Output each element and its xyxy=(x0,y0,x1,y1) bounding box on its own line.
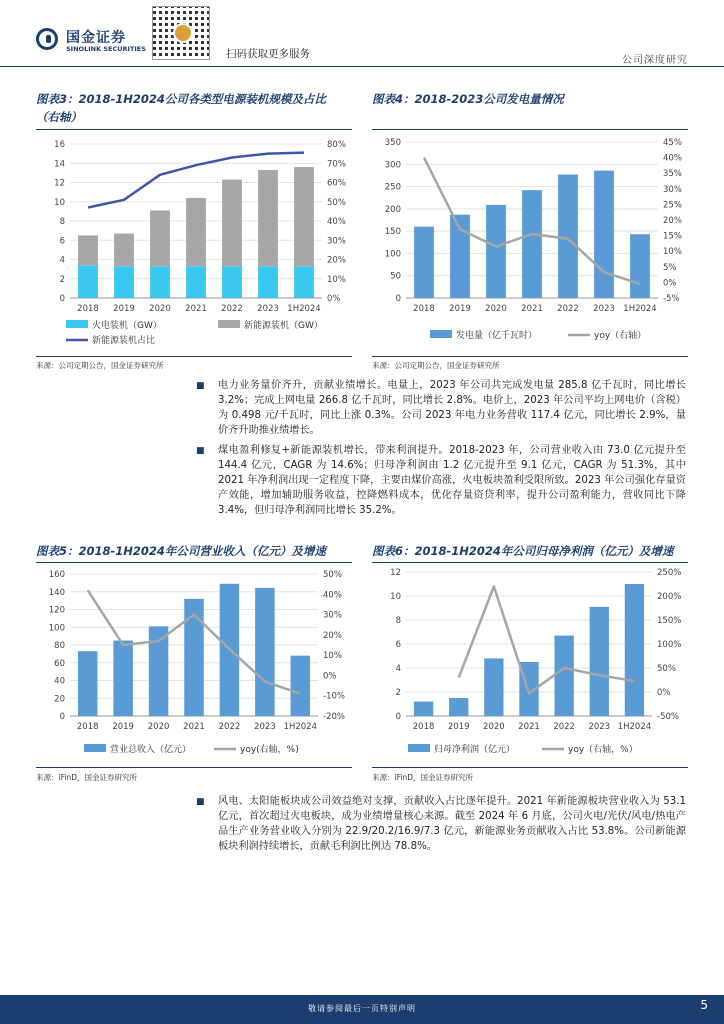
bar xyxy=(258,170,278,266)
y-left-tick-label: 160 xyxy=(48,570,65,580)
y-right-tick-label: 35% xyxy=(663,169,682,180)
logo-cn: 国金证券 xyxy=(66,30,126,46)
x-tick-label: 2018 xyxy=(413,304,435,314)
bullet-2: 煤电盈利修复+新能源装机增长，带来利润提升。2018-2023 年，公司营业收入由 73.0 亿元提升至 144.4 亿元，CAGR 为 14.6%；归母净利润由 1.2 亿元提升至 9.1 亿元，CAGR 为 51.3%，其中 2021 年净利润出现一定程度下降，主要由煤价高涨，火电板块盈利受限所致。2023 年公司强化存量资产效能，增加辅助服务收益，控降燃料成本，优化存量资贷利率，提升公司盈利能力，营收同比下降 3.4%，但归母净利润同比增长 35.2%。 xyxy=(218,445,686,516)
legend-swatch xyxy=(218,320,240,328)
bar xyxy=(554,636,573,716)
legend-swatch xyxy=(408,744,430,752)
y-right-tick-label: 80% xyxy=(327,140,346,150)
x-tick-label: 2023 xyxy=(257,304,279,314)
y-left-tick-label: 100 xyxy=(384,249,401,260)
y-left-tick-label: 300 xyxy=(384,160,401,171)
bar xyxy=(594,171,614,298)
y-left-tick-label: 40 xyxy=(54,676,65,687)
y-left-tick-label: 120 xyxy=(48,605,65,616)
scan-text: 扫码获取更多服务 xyxy=(226,48,310,60)
y-right-tick-label: 0% xyxy=(663,278,677,289)
bar xyxy=(294,266,314,298)
header-rule xyxy=(0,66,724,67)
sinolink-logo-icon xyxy=(36,28,58,50)
bar xyxy=(222,180,242,267)
y-right-tick-label: 10% xyxy=(323,651,342,662)
x-tick-label: 2022 xyxy=(218,722,241,732)
bar xyxy=(294,167,314,266)
legend-label: yoy（右轴） xyxy=(594,331,647,341)
legend-label: 火电装机（GW） xyxy=(92,321,162,331)
x-tick-label: 2020 xyxy=(149,304,171,314)
x-tick-label: 2023 xyxy=(254,722,276,732)
bar xyxy=(150,266,170,298)
y-right-tick-label: 45% xyxy=(663,138,682,148)
y-right-tick-label: 40% xyxy=(323,590,342,601)
y-left-tick-label: 20 xyxy=(54,694,65,705)
x-tick-label: 1H2024 xyxy=(617,722,652,732)
y-right-tick-label: 25% xyxy=(663,200,682,211)
bar xyxy=(150,210,170,266)
y-left-tick-label: 12 xyxy=(54,178,65,189)
y-right-tick-label: 20% xyxy=(323,630,342,641)
fig6-bottom-rule xyxy=(372,767,688,768)
x-tick-label: 2018 xyxy=(76,722,99,732)
source-b: 来源：公司定期公告，国金证券研究所 xyxy=(372,361,500,370)
bar xyxy=(78,265,98,298)
legend-label: 归母净利润（亿元） xyxy=(434,745,516,755)
bar xyxy=(186,198,206,266)
legend-label: 营业总收入（亿元） xyxy=(110,745,192,755)
bar xyxy=(630,234,650,298)
legend-label: 新能源装机（GW） xyxy=(244,321,323,331)
fig4-rule xyxy=(372,129,688,130)
x-tick-label: 2019 xyxy=(447,722,470,732)
bar xyxy=(484,658,503,716)
x-tick-label: 2022 xyxy=(557,304,579,314)
x-tick-label: 1H2024 xyxy=(283,722,318,732)
x-tick-label: 1H2024 xyxy=(623,304,657,314)
bar xyxy=(113,641,132,716)
source-d: 来源：iFinD，国金证券研究所 xyxy=(372,773,473,782)
x-tick-label: 2022 xyxy=(553,722,575,732)
y-left-tick-label: 100 xyxy=(48,623,65,634)
x-tick-label: 1H2024 xyxy=(287,304,321,314)
bar xyxy=(255,588,274,716)
x-tick-label: 2023 xyxy=(593,304,615,314)
y-left-tick-label: 6 xyxy=(395,640,401,650)
fig5-bottom-rule xyxy=(36,767,352,768)
source-c: 来源：iFinD，国金证券研究所 xyxy=(36,773,137,782)
legend-label: 发电量（亿千瓦时） xyxy=(456,331,538,341)
page-number: 5 xyxy=(700,998,708,1012)
y-left-tick-label: 140 xyxy=(48,587,65,598)
y-left-tick-label: 4 xyxy=(59,255,65,266)
source-a: 来源：公司定期公告，国金证券研究所 xyxy=(36,361,164,370)
bar xyxy=(114,266,134,298)
y-left-tick-label: 0 xyxy=(395,712,401,722)
y-right-tick-label: 30% xyxy=(327,236,346,247)
y-left-tick-label: 250 xyxy=(384,182,401,193)
fig3-title: 图表3：2018-1H2024公司各类型电源装机规模及占比（右轴） xyxy=(36,92,326,124)
bullet-1: 电力业务量价齐升，贡献业绩增长。电量上，2023 年公司共完成发电量 285.8 亿千瓦时，同比增长 3.2%；完成上网电量 266.8 亿千瓦时，同比增长 2.8%。电价上，2023 年公司平均上网电价（含税）为 0.498 元/千瓦时，同比上涨 0.3%。公司 2023 年电力业务营收 117.4 亿元，同比增长 2.9%，量价齐升助推业绩增长。 xyxy=(218,380,686,436)
y-right-tick-label: 50% xyxy=(323,570,342,580)
x-tick-label: 2020 xyxy=(485,304,507,314)
fig5-title: 图表5：2018-1H2024年公司营业收入（亿元）及增速 xyxy=(36,544,326,558)
chart-fig3 xyxy=(36,132,352,352)
bar xyxy=(625,584,644,716)
y-right-tick-label: 40% xyxy=(327,217,346,227)
y-left-tick-label: 0 xyxy=(59,712,65,722)
y-left-tick-label: 16 xyxy=(54,140,65,150)
y-right-tick-label: 40% xyxy=(663,153,682,164)
legend-swatch xyxy=(66,320,88,328)
y-left-tick-label: 12 xyxy=(390,568,401,578)
y-right-tick-label: 0% xyxy=(657,688,671,698)
y-right-tick-label: 10% xyxy=(327,274,346,285)
x-tick-label: 2018 xyxy=(77,304,99,314)
fig4-bottom-rule xyxy=(372,356,688,357)
bar xyxy=(558,175,578,298)
bullet-square-icon: ■ xyxy=(196,446,205,456)
x-tick-label: 2019 xyxy=(112,722,134,732)
qr-center-logo-icon xyxy=(173,23,193,43)
y-left-tick-label: 2 xyxy=(59,274,65,285)
y-left-tick-label: 0 xyxy=(59,294,65,304)
footer-note: 敬请参阅最后一页特别声明 xyxy=(308,1004,416,1013)
y-left-tick-label: 10 xyxy=(54,197,65,208)
y-right-tick-label: -50% xyxy=(657,712,679,722)
y-right-tick-label: 10% xyxy=(663,247,682,258)
fig3-rule xyxy=(36,129,352,130)
bar xyxy=(522,190,542,298)
y-right-tick-label: 100% xyxy=(657,640,682,650)
y-right-tick-label: 70% xyxy=(327,159,346,170)
legend-swatch xyxy=(84,744,106,752)
y-left-tick-label: 80 xyxy=(54,641,65,651)
x-tick-label: 2020 xyxy=(483,722,505,732)
y-right-tick-label: 5% xyxy=(663,262,677,273)
y-left-tick-label: 8 xyxy=(59,217,65,227)
x-tick-label: 2022 xyxy=(221,304,243,314)
x-tick-label: 2021 xyxy=(521,304,543,314)
legend-label: 新能源装机占比 xyxy=(92,336,156,346)
bar xyxy=(114,234,134,267)
bullet-square-icon: ■ xyxy=(196,797,205,807)
y-right-tick-label: -10% xyxy=(323,691,345,702)
y-right-tick-label: 250% xyxy=(657,568,682,578)
y-right-tick-label: 0% xyxy=(327,294,341,304)
bar xyxy=(486,205,506,298)
y-right-tick-label: 30% xyxy=(323,610,342,621)
y-left-tick-label: 200 xyxy=(384,204,401,215)
y-right-tick-label: -5% xyxy=(663,294,680,304)
bar xyxy=(414,702,433,716)
x-tick-label: 2021 xyxy=(518,722,540,732)
bar xyxy=(186,266,206,298)
y-left-tick-label: 8 xyxy=(395,616,401,626)
fig6-title: 图表6：2018-1H2024年公司归母净利润（亿元）及增速 xyxy=(372,544,674,558)
x-tick-label: 2020 xyxy=(147,722,170,732)
y-right-tick-label: 60% xyxy=(327,178,346,189)
y-right-tick-label: 30% xyxy=(663,184,682,195)
bar xyxy=(449,698,468,716)
fig5-rule xyxy=(36,562,352,563)
x-tick-label: 2018 xyxy=(412,722,435,732)
y-left-tick-label: 350 xyxy=(384,138,401,148)
x-tick-label: 2019 xyxy=(113,304,135,314)
bar xyxy=(291,656,310,716)
chart-fig4 xyxy=(372,132,688,352)
x-tick-label: 2023 xyxy=(588,722,611,732)
bar xyxy=(78,651,97,716)
y-left-tick-label: 0 xyxy=(395,294,401,304)
chart-fig5 xyxy=(36,564,352,764)
doc-type: 公司深度研究 xyxy=(622,55,688,66)
y-left-tick-label: 14 xyxy=(54,159,65,170)
bar xyxy=(78,235,98,265)
bullet-3: 风电、太阳能板块成公司效益绝对支撑，贡献收入占比逐年提升。2021 年新能源板块营业收入为 53.1 亿元，首次超过火电板块，成为业绩增量核心来源。截至 2024 年 6 月底，公司火电/光伏/风电/热电产品生产业务营业收入分别为 22.9/20.2/16.9/7.3 亿元，新能源业务贡献收入占比 53.8%。公司新能源板块利润持续增长，贡献毛利润比例达 78.8%。 xyxy=(218,796,686,852)
y-right-tick-label: 50% xyxy=(327,197,346,208)
y-right-tick-label: 50% xyxy=(657,664,676,674)
fig3-bottom-rule xyxy=(36,356,352,357)
y-right-tick-label: 20% xyxy=(327,255,346,266)
y-right-tick-label: 150% xyxy=(657,616,682,626)
y-right-tick-label: 15% xyxy=(663,231,682,242)
chart-fig6 xyxy=(372,564,688,764)
legend-label: yoy（右轴，%） xyxy=(568,745,638,755)
x-tick-label: 2019 xyxy=(449,304,471,314)
bar xyxy=(414,227,434,298)
fig4-title: 图表4：2018-2023公司发电量情况 xyxy=(372,92,564,106)
bar xyxy=(222,266,242,298)
legend-label: yoy(右轴，%) xyxy=(240,745,299,755)
y-right-tick-label: 0% xyxy=(323,671,337,682)
y-left-tick-label: 4 xyxy=(395,664,401,674)
y-right-tick-label: -20% xyxy=(323,712,345,722)
y-right-tick-label: 20% xyxy=(663,216,682,226)
y-left-tick-label: 6 xyxy=(59,236,65,247)
fig6-rule xyxy=(372,562,688,563)
x-tick-label: 2021 xyxy=(185,304,207,314)
y-left-tick-label: 10 xyxy=(390,592,401,602)
bar xyxy=(258,266,278,298)
y-left-tick-label: 150 xyxy=(384,227,401,238)
y-left-tick-label: 60 xyxy=(54,658,65,669)
bar xyxy=(590,607,609,716)
x-tick-label: 2021 xyxy=(183,722,205,732)
bullet-square-icon: ■ xyxy=(196,381,205,391)
logo-en: SINOLINK SECURITIES xyxy=(66,45,146,53)
bar xyxy=(184,599,203,716)
y-left-tick-label: 50 xyxy=(390,271,401,282)
legend-swatch xyxy=(430,330,452,338)
y-right-tick-label: 200% xyxy=(657,592,682,602)
y-left-tick-label: 2 xyxy=(395,688,401,698)
